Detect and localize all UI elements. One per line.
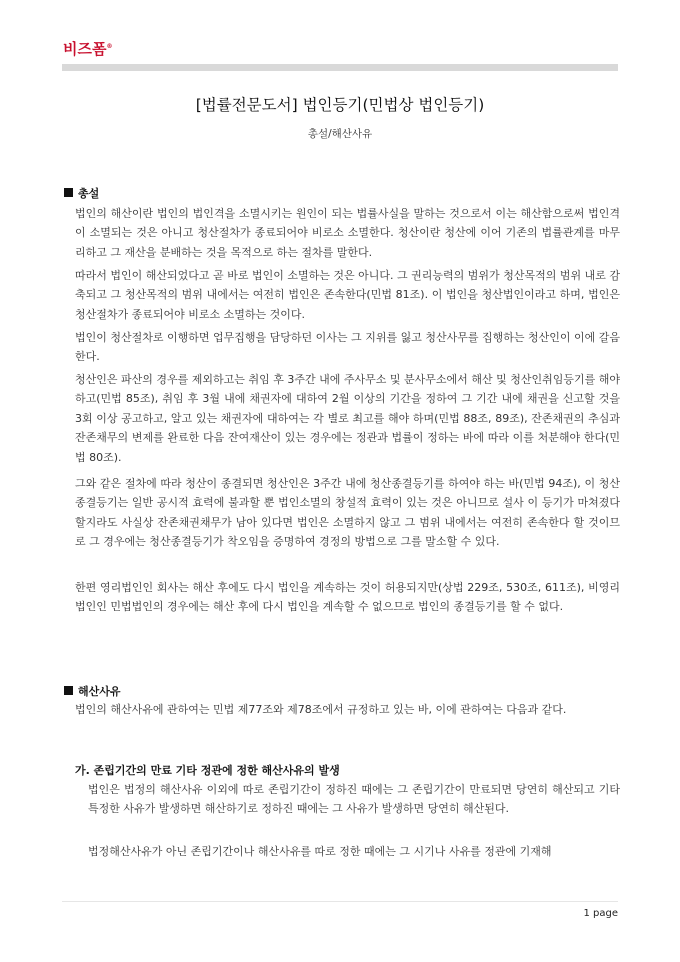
paragraph: 법인의 해산이란 법인의 법인격을 소멸시키는 원인이 되는 법률사실을 말하는 것으로서 이는 해산함으로써 법인격이 소멸되는 것은 아니고 청산절차가 종료되어야 비로소 소멸한다. 청산이란 청산에 이어 기존의 법률관계를 마무리하고 그 재산을 분배하는 것을 목적으로 하는 절차를 말한다.	[75, 207, 620, 259]
square-bullet-icon	[64, 686, 73, 695]
section-heading-dissolution-causes: 해산사유	[64, 683, 121, 699]
document-subtitle: 총설/해산사유	[307, 128, 373, 140]
paragraph: 법인이 청산절차로 이행하면 업무집행을 담당하던 이사는 그 지위를 잃고 청산사무를 집행하는 청산인이 이에 갈음한다.	[75, 331, 620, 364]
section-heading-overview: 총설	[64, 185, 99, 201]
registered-mark: ®	[106, 43, 113, 50]
square-bullet-icon	[64, 188, 73, 197]
page-number: 1 page	[583, 908, 618, 919]
document-title: [법률전문도서] 법인등기(민법상 법인등기)	[195, 96, 485, 114]
paragraph: 따라서 법인이 해산되었다고 곧 바로 법인이 소멸하는 것은 아니다. 그 권리능력의 범위가 청산목적의 범위 내로 감축되고 그 청산목적의 범위 내에서는 여전히 법인은 존속한다(민법 81조). 이 법인을 청산법인이라고 하며, 법인은 청산절차가 종료되어야 비로소 소멸하는 것이다.	[75, 269, 620, 321]
paragraph: 법인의 해산사유에 관하여는 민법 제77조와 제78조에서 규정하고 있는 바, 이에 관하여는 다음과 같다.	[75, 703, 567, 716]
subsection-heading: 가. 존립기간의 만료 기타 정관에 정한 해산사유의 발생	[75, 764, 340, 777]
paragraph: 청산인은 파산의 경우를 제외하고는 취임 후 3주간 내에 주사무소 및 분사무소에서 해산 및 청산인취임등기를 해야 하고(민법 85조), 취임 후 3월 내에 채권자에 대하여 2월 이상의 기간을 정하여 그 기간 내에 채권을 신고할 것을 3회 이상 공고하고, 알고 있는 채권자에 대하여는 각 별로 최고를 해야 하며(민법 88조, 89조), 잔존채권의 추심과 잔존채무의 변제를 완료한 다음 잔여재산이 있는 경우에는 정관과 법률이 정하는 바에 따라 이를 처분해야 한다(민법 80조).	[75, 373, 620, 464]
paragraph: 그와 같은 절차에 따라 청산이 종결되면 청산인은 3주간 내에 청산종결등기를 하여야 하는 바(민법 94조), 이 청산종결등기는 일반 공시적 효력에 불과할 뿐 법인소멸의 창설적 효력이 있는 것은 아니므로 설사 이 등기가 마쳐졌다 할지라도 사실상 잔존채권채무가 남아 있다면 법인은 소멸하지 않고 그 범위 내에서는 여전히 존속한다 할 것이므로 그 경우에는 청산종결등기가 착오임을 증명하여 경정의 방법으로 그를 말소할 수 있다.	[75, 477, 620, 549]
footer-divider	[62, 901, 618, 902]
header-divider-bar	[62, 64, 618, 71]
paragraph: 법인은 법정의 해산사유 이외에 따로 존립기간이 정하진 때에는 그 존립기간이 만료되면 당연히 해산되고 기타 특정한 사유가 발생하면 해산하기로 정하진 때에는 그 사유가 발생하면 당연히 해산된다.	[88, 783, 620, 816]
paragraph: 법정해산사유가 아닌 존립기간이나 해산사유를 따로 정한 때에는 그 시기나 사유를 정관에 기재해	[88, 845, 552, 858]
paragraph: 한편 영리법인인 회사는 해산 후에도 다시 법인을 계속하는 것이 허용되지만(상법 229조, 530조, 611조), 비영리법인인 민법법인의 경우에는 해산 후에 다시 법인을 계속할 수 없으므로 법인의 종결등기를 할 수 없다.	[75, 581, 620, 614]
bizform-logo: 비즈폼®	[63, 40, 113, 58]
